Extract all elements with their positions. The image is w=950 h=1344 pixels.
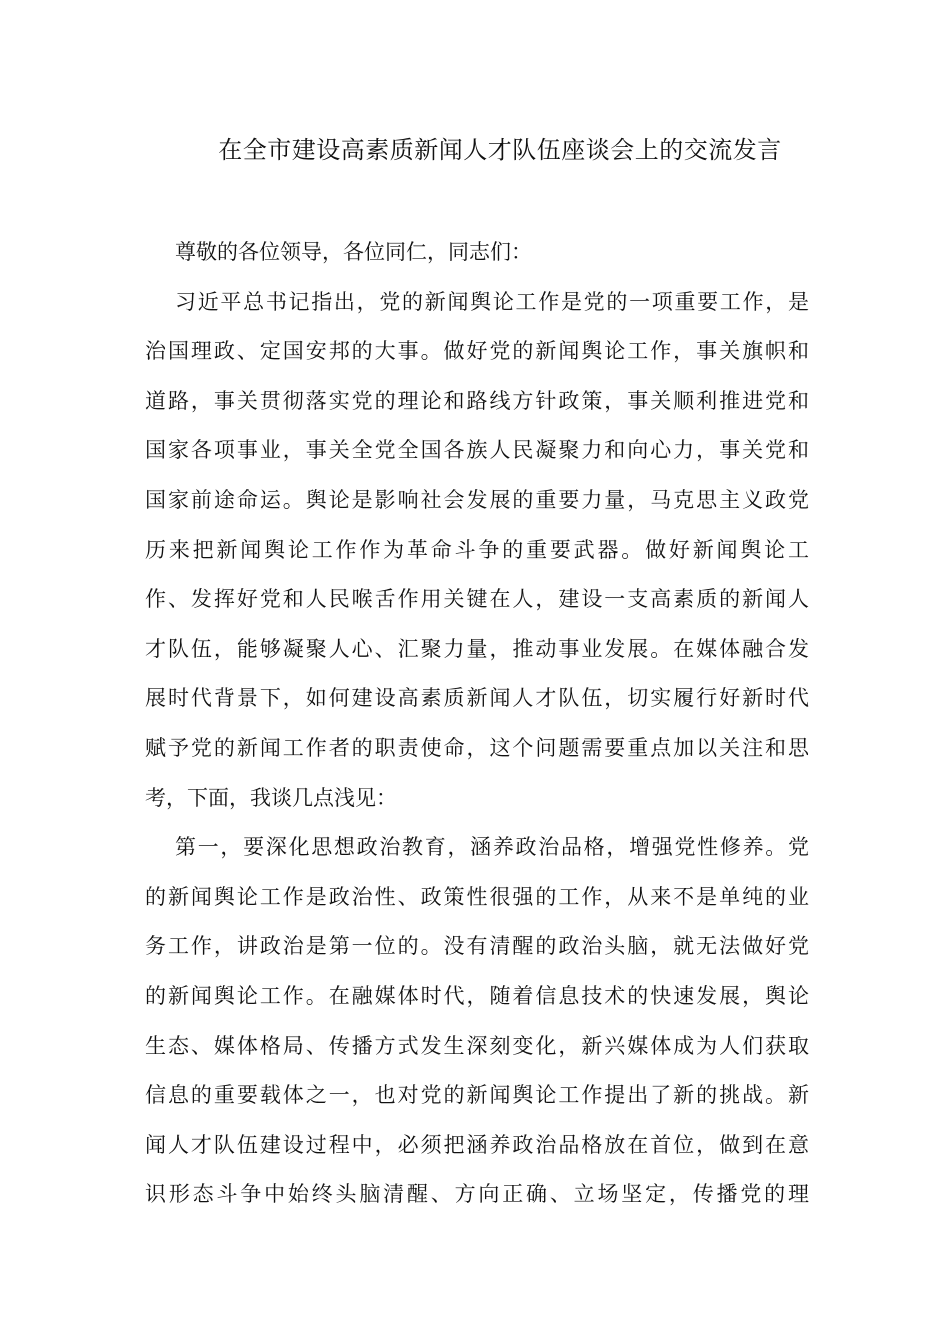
text-line: 尊敬的各位领导，各位同仁，同志们：	[175, 240, 532, 264]
text-line: 考，下面，我谈几点浅见：	[145, 785, 397, 810]
text-line: 国家前途命运。舆论是影响社会发展的重要力量，马克思主义政党	[145, 487, 809, 512]
text-line: 第一，要深化思想政治教育，涵养政治品格，增强党性修养。党	[175, 835, 809, 860]
text-line: 识形态斗争中始终头脑清醒、方向正确、立场坚定，传播党的理	[145, 1182, 809, 1207]
text-line: 习近平总书记指出，党的新闻舆论工作是党的一项重要工作，是	[175, 289, 809, 314]
text-line: 治国理政、定国安邦的大事。做好党的新闻舆论工作，事关旗帜和	[145, 339, 809, 364]
text-line: 历来把新闻舆论工作作为革命斗争的重要武器。做好新闻舆论工	[145, 537, 809, 562]
text-line: 展时代背景下，如何建设高素质新闻人才队伍，切实履行好新时代	[145, 686, 809, 711]
document-title: 在全市建设高素质新闻人才队伍座谈会上的交流发言	[218, 136, 782, 164]
text-line: 的新闻舆论工作。在融媒体时代，随着信息技术的快速发展，舆论	[145, 983, 809, 1008]
text-line: 闻人才队伍建设过程中，必须把涵养政治品格放在首位，做到在意	[145, 1132, 809, 1157]
document-body	[145, 228, 809, 1220]
text-line: 的新闻舆论工作是政治性、政策性很强的工作，从来不是单纯的业	[145, 884, 809, 909]
text-line: 才队伍，能够凝聚人心、汇聚力量，推动事业发展。在媒体融合发	[145, 636, 809, 661]
text-line: 信息的重要载体之一，也对党的新闻舆论工作提出了新的挑战。新	[145, 1083, 809, 1108]
text-line: 国家各项事业，事关全党全国各族人民凝聚力和向心力，事关党和	[145, 438, 809, 463]
text-line: 赋予党的新闻工作者的职责使命，这个问题需要重点加以关注和思	[145, 735, 809, 760]
text-line: 道路，事关贯彻落实党的理论和路线方针政策，事关顺利推进党和	[145, 388, 809, 413]
text-line: 作、发挥好党和人民喉舌作用关键在人，建设一支高素质的新闻人	[145, 587, 809, 612]
text-line: 生态、媒体格局、传播方式发生深刻变化，新兴媒体成为人们获取	[145, 1033, 809, 1058]
text-line: 务工作，讲政治是第一位的。没有清醒的政治头脑，就无法做好党	[145, 934, 809, 959]
